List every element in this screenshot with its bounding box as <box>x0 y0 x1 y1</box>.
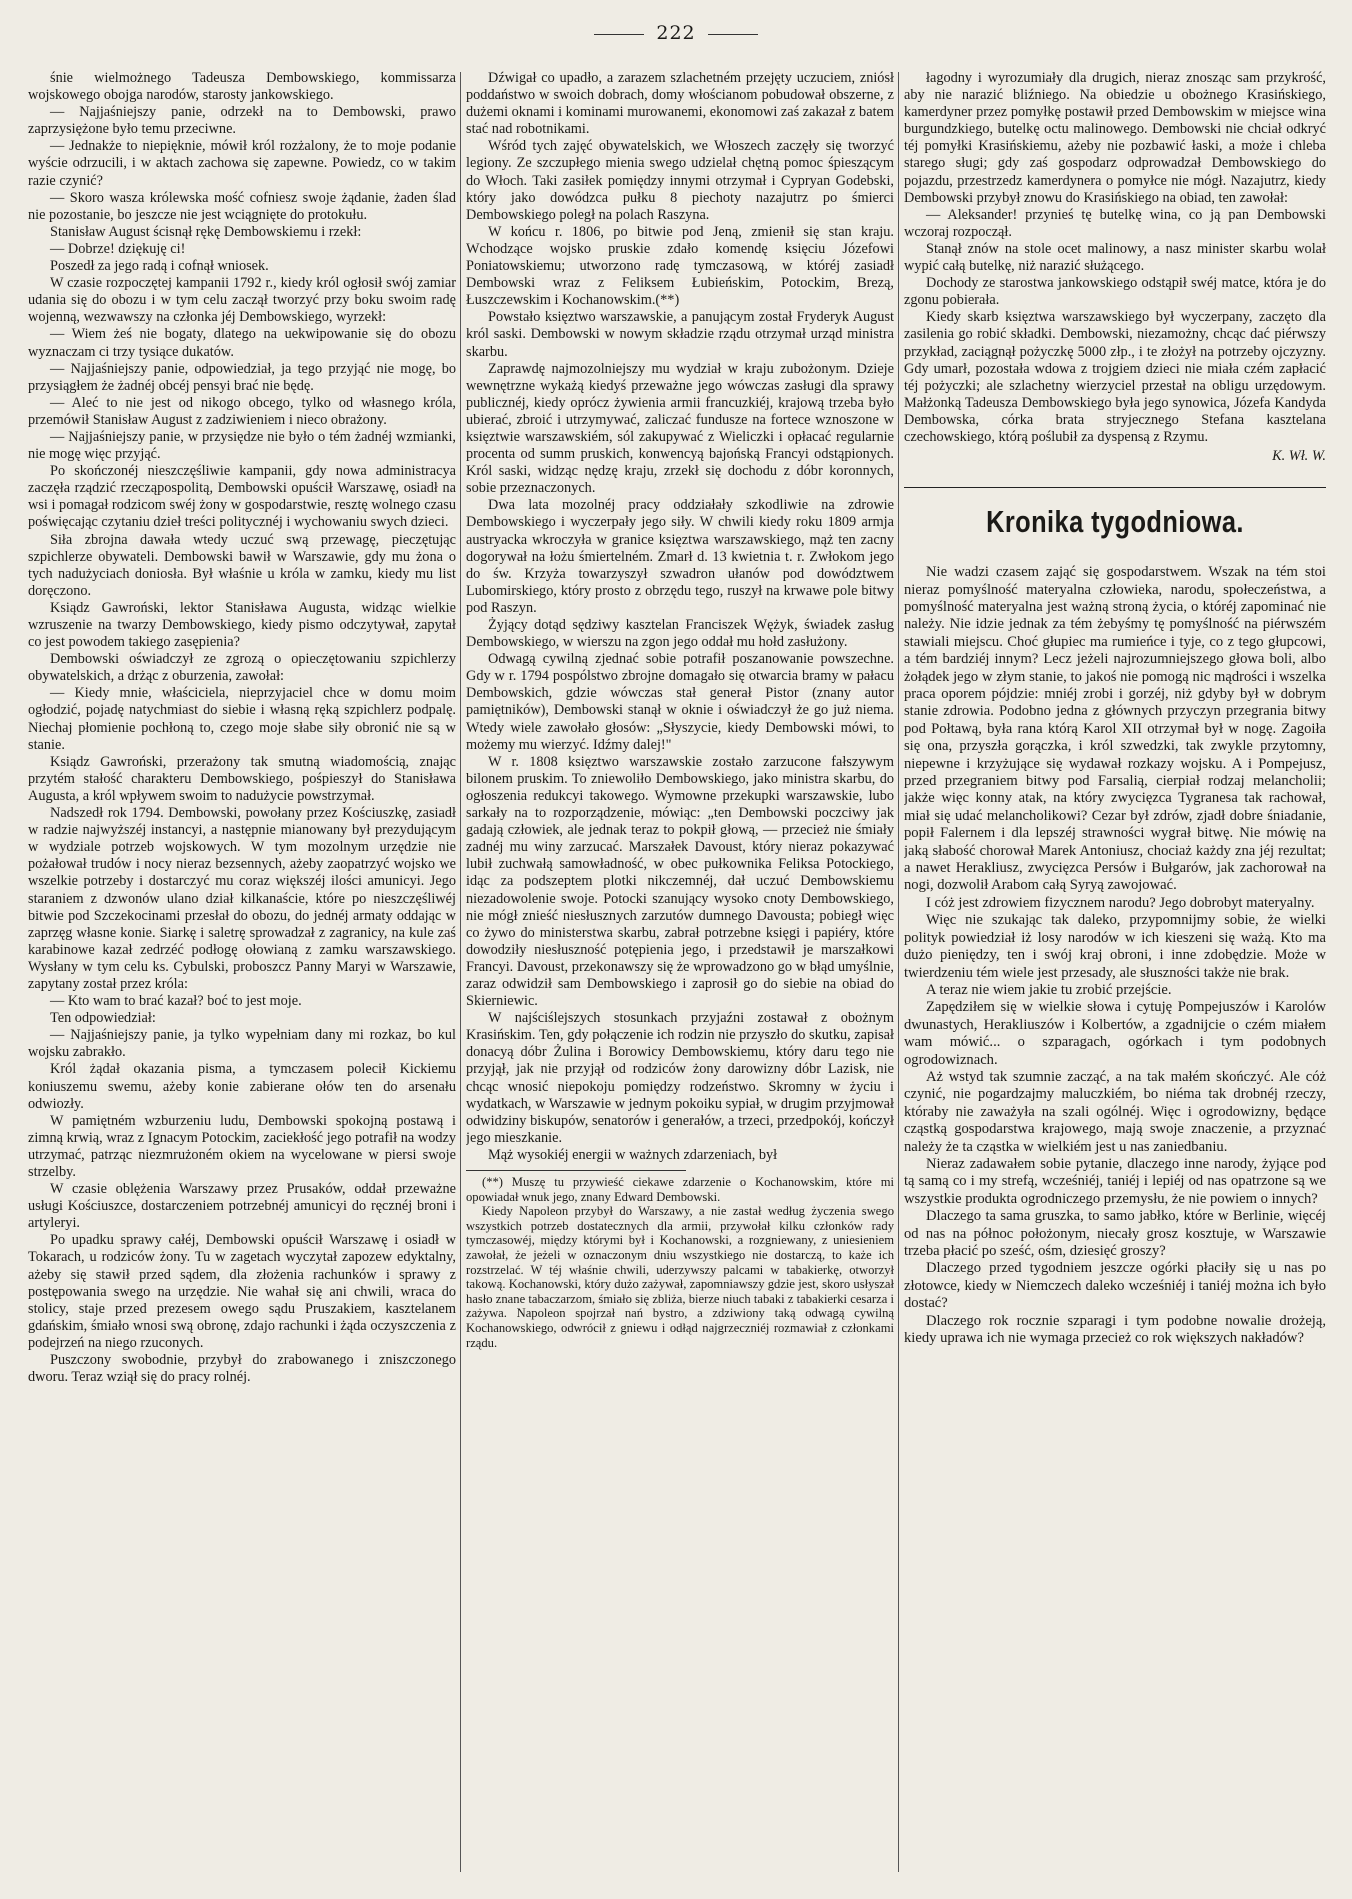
article-column-3 <box>904 70 1326 1878</box>
paragraph: — Dobrze! dziękuję ci! <box>50 240 186 257</box>
kronika-paragraph: Nie wadzi czasem zająć się gospodarstwem. Wszak na tém stoi nieraz pomyślność materyalna człowieka, narodu, społeczeństwa, a pomyślność materyalna jest ważną stroną życia, o któréj zapominać nie należy. Nie idzie jednak za tém żebyśmy tę pomyślność na piérwszém stawiali miejscu. Choć głupiec ma rumieńce i tyje, co z tego głupcowi, a tém bardziéj innym? Lecz jeżeli najrozumniejszego głowa boli, albo żołądek jego w złym stanie, to jakoś nie pomogą nic mądrości i wszelka praca oporem pójdzie: mniéj zrobi i gorzéj, niż gdyby był w dobrym stanie zdrowia. Podobno jedna z głównych przyczyn przegrania bitwy pod Połtawą, była rana którą Karol XII otrzymał był w nogę. Zagoiła się ona, przyszła gorączka, i król szwedzki, tak zwykle przytomny, niepewne i krzyżujące się wydawał rozkazy wojsku. A i Pompejusz, przed przegraniem bitwy pod Farsalią, cierpiał rodzaj melancholii; jakże więc konny atak, na który zwycięzca Tygranesa tak rachował, miał się udać melancholikowi? Cezar był zdrów, zjadł dobre śniadanie, popił Falernem i dla lepszéj strawności wygrał bitwę. Nie mówię na jaką słabość chorował Marek Antoniusz, chociaż każdy zna jéj rezultat; a nawet Herakliusz, zwycięzca Persów i Bułgarów, jak zachorował na nogi, dozwolił Arabom całą Syryą zawojować. <box>904 564 1326 894</box>
column-divider <box>898 72 899 1872</box>
paragraph: — Najjaśniejszy panie, odpowiedział, ja tego przyjąć nie mogę, bo przysiągłem że żadnéj obcéj pensyi brać nie będę. <box>28 360 456 394</box>
page-number-dash-right <box>708 34 758 35</box>
kronika-paragraph: Zapędziłem się w wielkie słowa i cytuję Pompejuszów i Karolów dwunastych, Herakliuszów i Kolbertów, a zgadnijcie o czém miałem wam mówić... o szparagach, ogórkach i tym podobnych ogrodowiznach. <box>904 999 1326 1068</box>
paragraph: Stanisław August ścisnął rękę Dembowskiemu i rzekł: <box>50 223 362 240</box>
footnote-paragraph: (**) Muszę tu przywieść ciekawe zdarzenie o Kochanowskim, które mi opowiadał wnuk jego, znany Edward Dembowski. <box>466 1175 894 1204</box>
kronika-paragraph: Dlaczego rok rocznie szparagi i tym podobne nowalie drożeją, kiedy uprawa ich nie wymaga przecież co rok większych nakładów? <box>904 1312 1326 1347</box>
paragraph: Powstało księztwo warszawskie, a panującym został Fryderyk August król saski. Dembowski w nowym składzie rządu otrzymał urząd ministra skarbu. <box>466 309 894 360</box>
paragraph: W czasie rozpoczętej kampanii 1792 r., kiedy król ogłosił swój zamiar udania się do obozu i w tym celu zaczął tworzyć przy boku swoim radę wojenną, wezwawszy na członka jéj Dembowskiego, wyrzekł: <box>28 275 456 326</box>
footnote <box>466 1175 894 1350</box>
paragraph: — Aleksander! przynieś tę butelkę wina, co ją pan Dembowski wczoraj rozpoczął. <box>904 206 1326 240</box>
paragraph: — Skoro wasza królewska mość cofniesz swoje żądanie, żaden ślad nie pozostanie, bo jeszcze nie jest wciągnięte do protokułu. <box>28 189 456 223</box>
kronika-paragraph: Dlaczego ta sama gruszka, to samo jabłko, które w Berlinie, więcéj od nas na północ położonym, niecały grosz kosztuje, w Warszawie trzeba płacić po sześć, ośm, dziesięć groszy? <box>904 1208 1326 1259</box>
paragraph: Ksiądz Gawroński, przerażony tak smutną wiadomością, znając przytém stałość charakteru Dembowskiego, pośpieszył do Stanisława Augusta, a król wpływem swoim to nadużycie powstrzymał. <box>28 753 456 804</box>
paragraph: — Najjaśniejszy panie, ja tylko wypełniam dany mi rozkaz, bo kul wojsku zabrakło. <box>28 1027 456 1061</box>
paragraph: Po upadku sprawy całéj, Dembowski opuścił Warszawę i osiadł w Tokarach, u rodziców żony. Tu w zagetach wyczytał zapozew edyktalny, ażeby się stawił przed sądem, dla złożenia rachunków i sprawy z postępowania swego na urzędzie. Nie wahał się ani chwili, wraca do stolicy, staje przed prezesem owego sądu Pruszakiem, kasztelanem gdańskim, śmiało wnosi swą obronę, zdajo rachunki i żąda oczyszczenia z podejrzeń na niego rzuconych. <box>28 1232 456 1351</box>
paragraph: Dembowski oświadczył ze zgrozą o opieczętowaniu szpichlerzy obywatelskich, a drżąc z oburzenia, zawołał: <box>28 651 456 685</box>
paragraph: Żyjący dotąd sędziwy kasztelan Franciszek Wężyk, świadek zasług Dembowskiego, w wierszu na zgon jego oddał mu hołd zasłużony. <box>466 617 894 651</box>
page-number <box>0 22 1352 44</box>
paragraph: Mąż wysokiéj energii w ważnych zdarzeniach, był <box>488 1146 778 1163</box>
page-number-text: 222 <box>656 22 696 44</box>
paragraph: — Kiedy mnie, właściciela, nieprzyjaciel chce w domu moim ogłodzić, pojadę natychmiast do siebie i własną ręką szpichlerz podpalę. Niechaj płomienie pochłoną to, czego moje słabe siły obronić nie są w stanie. <box>28 685 456 753</box>
paragraph: Siła zbrojna dawała wtedy uczuć swą przewagę, pieczętując szpichlerze obywateli. Dembowski bawił w Warszawie, gdy mu żona o tych nadużyciach doniosła. Był właśnie u króla w zamku, kiedy mu list doręczono. <box>28 531 456 599</box>
paragraph: — Najjaśniejszy panie, w przysiędze nie było o tém żadnéj wzmianki, nie mogę więc przyjąć. <box>28 428 456 463</box>
column-divider <box>460 72 461 1872</box>
paragraph: Odwagą cywilną zjednać sobie potrafił poszanowanie powszechne. Gdy w r. 1794 pospólstwo zbrojne domagało się otwarcia bramy w pałacu Dembowskich, gdzie wówczas stał generał Pistor (znany autor pamiętników), Dembowski stanął w oknie i oświadczył że go już niema. Wtedy wiele zawołało głosów: „Słyszycie, kiedy Dembowski mówi, to możemy mu wierzyć. Idźmy dalej!" <box>466 651 894 753</box>
paragraph: — Najjaśniejszy panie, odrzekł na to Dembowski, prawo zaprzysiężone było temu przeciwne. <box>28 104 456 138</box>
paragraph: śnie wielmożnego Tadeusza Dembowskiego, kommissarza wojskowego obojga narodów, starosty jankowskiego. <box>28 70 456 104</box>
kronika-paragraph: A teraz nie wiem jakie tu zrobić przejście. <box>926 981 1172 998</box>
section-divider <box>904 487 1326 488</box>
paragraph: W najściślejszych stosunkach przyjaźni zostawał z obożnym Krasińskim. Ten, gdy połączenie ich rodzin nie przyszło do skutku, zapisał donacyą dóbr Żulina i Borowicy Dembowskiemu, który daru tego nie przyjął, jak nie przyjął od rodziców żony darowizny dóbr Lazisk, nie chcąc wnosić niepokoju pomiędzy rodzeństwo. Skromny w życiu i wydatkach, w Warszawie w jednym pokoiku sypiał, w drugim przyjmował odwidziny biskupów, senatorów i generałów, a trzeci, przedpokój, kończył jego mieszkanie. <box>466 1010 894 1146</box>
footnote-rule <box>466 1170 686 1171</box>
paragraph: Dochody ze starostwa jankowskiego odstąpił swéj matce, która je do zgonu pobierała. <box>904 275 1326 309</box>
paragraph: Wśród tych zajęć obywatelskich, we Włoszech zaczęły się tworzyć legiony. Ze szczupłego mienia swego udzielał chętną pomoc śpieszącym do Włoch. Taki zasiłek pomiędzy innymi otrzymał i Cypryan Godebski, który jako dowódzca pułku 8 piechoty nazajutrz po śmierci Dembowskiego poległ na polach Raszyna. <box>466 138 894 223</box>
paragraph: Ksiądz Gawroński, lektor Stanisława Augusta, widząc wielkie wzruszenie na twarzy Dembowskiego, kiedy pismo odczytywał, zapytał co jest powodem takiego zasępienia? <box>28 599 456 651</box>
article-column-2 <box>466 70 894 1878</box>
paragraph: — Aleć to nie jest od nikogo obcego, tylko od własnego króla, przemówił Stanisław August z zadziwieniem i nieco obrażony. <box>28 394 456 428</box>
article-column-3-body <box>904 70 1326 446</box>
paragraph: Zaprawdę najmozolniejszy mu wydział w kraju zubożonym. Dzieje wewnętrzne wykażą kiedyś przeważne jego wówczas zasługi dla sprawy publicznéj, kiedy oprócz żywienia armii francuzkiéj, krajową trzeba było ubierać, zbroić i utrzymywać, zaliczać fundusze na fortece wznoszone w księztwie warszawskiém, sól zakupywać z Wieliczki i opłacać regularnie procenta od summ pruskich, konwencyą bajońską Francyi odstąpionych. Król saski, widząc nędzę kraju, zrzekł się dochodu z dóbr koronnych, sobie przeznaczonych. <box>466 360 894 497</box>
paragraph: łagodny i wyrozumiały dla drugich, nieraz znosząc sam przykrość, aby nie narazić bliźniego. Na obiedzie u obożnego Krasińskiego, kamerdyner przez pomyłkę postawił przed Dembowskim w miejsce wina burgundzkiego, butelkę octu malinowego. Dembowski nie chciał odkryć téj pomyłki Krasińskiemu, ażeby nie pozbawić łaski, a może i chleba starego sługi; gdy zaś gospodarz odprowadzał Dembowskiego do pojazdu, przestrzedz kamerdynera o pomyłce nie mógł. Nazajutrz, kiedy Dembowski przybył znowu do Krasińskiego na obiad, ten zawołał: <box>904 70 1326 206</box>
article-column-2-body <box>466 70 894 1164</box>
article-column-1 <box>28 70 456 1878</box>
footnote-paragraph: Kiedy Napoleon przybył do Warszawy, a nie zastał według życzenia swego wszystkich potrzeb dostatecznych dla armii, przywołał kilku członków rady tymczasowéj, między którymi był i Kochanowski, a rozgniewany, z uniesieniem zawołał, że jeżeli w oznaczonym dniu wszystkiego nie dostarczą, to każe ich rozstrzelać. W téj właśnie chwili, uderzywszy palcami w tabakierkę, otworzył takową. Kochanowski, który dużo zażywał, zapomniawszy gdzie jest, skoro usłyszał hasło znane tabaczarzom, śmiało się zbliża, bierze niuch tabaki z tabakierki cesarza i zażywa. Napoleon spojrzał nań bystro, a zdziwiony taką odwagą cywilną Kochanowskiego, odwrócił z gniewu i odłąd najgrzeczniéj rozmawiał z członkami rządu. <box>466 1204 894 1350</box>
paragraph: Po skończonéj nieszczęśliwie kampanii, gdy nowa administracya zaczęła rządzić rzecząpospolitą, Dembowski opuścił Warszawę, osiadł na wsi i pomagał rodzicom swéj żony w gospodarstwie, resztę wolnego czasu poświęcając czytaniu dzieł treści politycznéj i wychowaniu swych dzieci. <box>28 463 456 531</box>
paragraph: Poszedł za jego radą i cofnął wniosek. <box>50 258 269 275</box>
kronika-paragraph: Więc nie szukając tak daleko, przypomnijmy sobie, że wielki polityk powiedział iż losy narodów w ich kieszeni się ważą. Kto ma dużo pieniędzy, ten i swój kraj obroni, i inne zdobędzie. Może w twierdzeniu tém wiele jest przesady, ale słuszności także nie brak. <box>904 912 1326 981</box>
paragraph: Dwa lata mozolnéj pracy oddziałały szkodliwie na zdrowie Dembowskiego i wyczerpały jego siły. W chwili kiedy roku 1809 armja austryacka wkroczyła w granice księztwa warszawskiego, mąż ten zacny dogorywał na łożu śmiertelném. Zmarł d. 13 kwietnia t. r. Zwłokom jego do św. Krzyża towarzyszył szwadron ułanów pod dowództwem Lubomirskiego, który prosto z obrzędu tego, ruszył na krwawe pole bitwy pod Raszyn. <box>466 497 894 616</box>
paragraph: Ten odpowiedział: <box>50 1010 156 1027</box>
paragraph: Puszczony swobodnie, przybył do zrabowanego i zniszczonego dworu. Teraz wziął się do pracy rolnéj. <box>28 1352 456 1386</box>
paragraph: — Wiem żeś nie bogaty, dlatego na uekwipowanie się do obozu wyznaczam ci trzy tysiące dukatów. <box>28 326 456 360</box>
kronika-paragraph: Nieraz zadawałem sobie pytanie, dlaczego inne narody, żyjące pod tą samą co i my strefą, wcześniéj, taniéj i lepiéj od nas opatrzone są we wszystkie produkta ogrodniczego przemysłu, że nie powiem o innych? <box>904 1155 1326 1207</box>
page-number-dash-left <box>594 34 644 35</box>
paragraph: Król żądał okazania pisma, a tymczasem polecił Kickiemu koniuszemu swemu, ażeby konie zabierane ołów ten do arsenału odwiozły. <box>28 1061 456 1112</box>
kronika-paragraph: Dlaczego przed tygodniem jeszcze ogórki płaciły się u nas po złotowce, kiedy w Niemczech daleko wcześniéj i taniéj można ich było dostać? <box>904 1260 1326 1312</box>
kronika-body <box>904 564 1326 1347</box>
paragraph: Kiedy skarb księztwa warszawskiego był wyczerpany, zaczęto dla zasilenia go robić składki. Dembowski, niezamożny, chcąc dać piérwszy przykład, zaciągnął pożyczkę 5000 złp., i te złożył na potrzeby ojczyzny. Gdy umarł, pozostała wdowa z trojgiem dzieci nie miała czém zapłacić téj pożyczki; ale szlachetny wierzyciel przestał na obligu urzędowym. Małżonką Tadeusza Dembowskiego była jego synowica, Józefa Kandyda Dembowska, córka brata stryjecznego Stefana kasztelana czechowskiego, którą poślubił za dyspensą z Rzymu. <box>904 309 1326 445</box>
author-signature: K. Wł. W. <box>1272 448 1326 465</box>
kronika-paragraph: Aż wstyd tak szumnie zacząć, a na tak małém skończyć. Ale cóż czynić, nie pogardzajmy maluczkiém, bo niéma tak drobnéj rzeczy, któraby nie zaważyła na szali ogólnéj. Więc i ogrodowizny, będące cząstką gospodarstwa krajowego, mają swoje znaczenie, a przyznać należy że ta cząstka w wielkiém jest u nas zaniedbaniu. <box>904 1068 1326 1155</box>
paragraph: — Kto wam to brać kazał? boć to jest moje. <box>50 993 302 1010</box>
kronika-paragraph: I cóż jest zdrowiem fizycznem narodu? Jego dobrobyt materyalny. <box>926 894 1315 911</box>
paragraph: W pamiętném wzburzeniu ludu, Dembowski spokojną postawą i zimną krwią, wraz z Ignacym Potockim, zaciekłość jego potrafił na wodzy utrzymać, patrząc niezmrużoném okiem na wycelowane w piersi swoje strzelby. <box>28 1112 456 1180</box>
paragraph: Stanął znów na stole ocet malinowy, a nasz minister skarbu wolał wypić całą butelkę, niż narazić służącego. <box>904 240 1326 275</box>
paragraph: Dźwigał co upadło, a zarazem szlachetném przejęty uczuciem, zniósł poddaństwo w swoich dobrach, domy włościanom pobudował obszerne, z dużemi oknami i kominami murowanemi, ekonomowi zaś zakazał z batem stać nad robotnikami. <box>466 70 894 138</box>
paragraph: Nadszedł rok 1794. Dembowski, powołany przez Kościuszkę, zasiadł w radzie najwyższéj instancyi, a następnie mianowany był prezydującym w wydziale potrzeb wojskowych. W tym mozolnym urzędzie nie pożałował trudów i nocy nieraz bezsennych, ażeby zaopatrzyć wojsko we wszelkie potrzeby i dostarczyć mu coraz większéj ilości amunicyi. Jego staraniem z dzwonów ulano dział kilkanaście, które po nieszczęśliwéj bitwie pod Szczekocinami przesłał do obozu, do jednéj armaty oddając w zaprzęg własne konie. Siarkę i saletrę sprowadzał z zagranicy, na kule zaś karabinowe kazał zedrzéć podłogę ołowianą z zamku warszawskiego. Wysłany w tym celu ks. Cybulski, proboszcz Panny Maryi w Warszawie, zapytany został przez króla: <box>28 805 456 992</box>
section-title: Kronika tygodniowa. <box>986 504 1244 540</box>
paragraph: W r. 1808 księztwo warszawskie zostało zarzucone fałszywym bilonem pruskim. To zniewoliło Dembowskiego, jako ministra skarbu, do ogłoszenia redukcyi takowego. Wymowne przekupki warszawskie, lubo sarkały na to rozporządzenie, mówiąc: „ten Dembowski poczciwy jak gadają człowiek, ale jednak teraz to pokpił głową, — przecież nie śmiały zadnéj mu winy zarzucać. Marszałek Davoust, który nieraz pokazywać lubił zuchwałą samowładność, w obec pułkownika Feliksa Potockiego, idąc za podszeptem plotki nikczemnéj, dał uczuć Dembowskiemu niezadowolenie swoje. Potocki szanujący wysoko cnoty Dembowskiego, nie mógł znieść niesłusznych zarzutów dumnego Davousta; pobiegł więc co żywo do ministerstwa skarbu, zabrał potrzebne księgi i papiéry, które dowodziły niesłuszność potępienia jego, i przedstawił je marszałkowi Francyi. Davoust, przekonawszy się że wprowadzono go w błąd umyślnie, zaraz odwidził sam Dembowskiego i zaprosił go do siebie na obiad do Skierniewic. <box>466 753 894 1010</box>
paragraph: — Jednakże to niepięknie, mówił król rozżalony, że to moje podanie wyście odrzucili, i w aktach zachowa się zapewne. Powiedz, co w takim razie czynić? <box>28 138 456 189</box>
paragraph: W końcu r. 1806, po bitwie pod Jeną, zmienił się stan kraju. Wchodzące wojsko pruskie zdało komendę księciu Józefowi Poniatowskiemu; utworzono radę tymczasową, w któréj zasiadł Dembowski wraz z Feliksem Łubieńskim, Potockim, Brezą, Łuszczewskim i Kochanowskim.(**) <box>466 223 894 309</box>
paragraph: W czasie oblężenia Warszawy przez Prusaków, oddał przeważne usługi Kościuszce, dostarczeniem potrzebnéj amunicyi do ręcznéj broni i artyleryi. <box>28 1181 456 1232</box>
